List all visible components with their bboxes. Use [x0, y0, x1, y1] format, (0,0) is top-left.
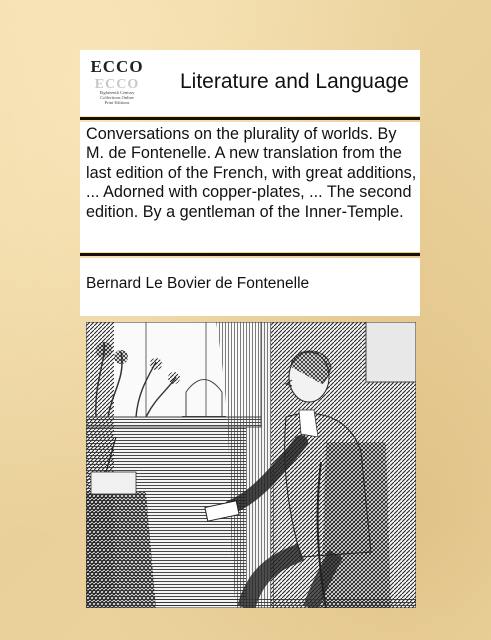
title-panel: [80, 122, 420, 252]
logo-mark: ECCO: [90, 57, 144, 76]
book-cover: [80, 50, 420, 610]
author-panel: [80, 258, 420, 316]
ecco-logo: [88, 56, 146, 110]
header-panel: [80, 50, 420, 116]
divider-rule: [80, 253, 420, 256]
cover-engraving: [86, 322, 416, 608]
book-title: Conversations on the plurality of worlds. By M. de Fontenelle. A new translation from the last edition of the French, with great additions, ... Adorned with copper-plates, ... The second edition. By a gentleman of the Inner-Temple.: [86, 125, 417, 221]
series-title: Literature and Language: [180, 70, 409, 93]
logo-caption: Eighteenth Century Collections Online Print Editions: [99, 90, 135, 105]
book-author: Bernard Le Bovier de Fontenelle: [86, 275, 310, 292]
divider-rule: [80, 117, 420, 120]
engraving-illustration: [86, 322, 416, 608]
logo-mark-reflection: ECCO: [94, 75, 140, 90]
